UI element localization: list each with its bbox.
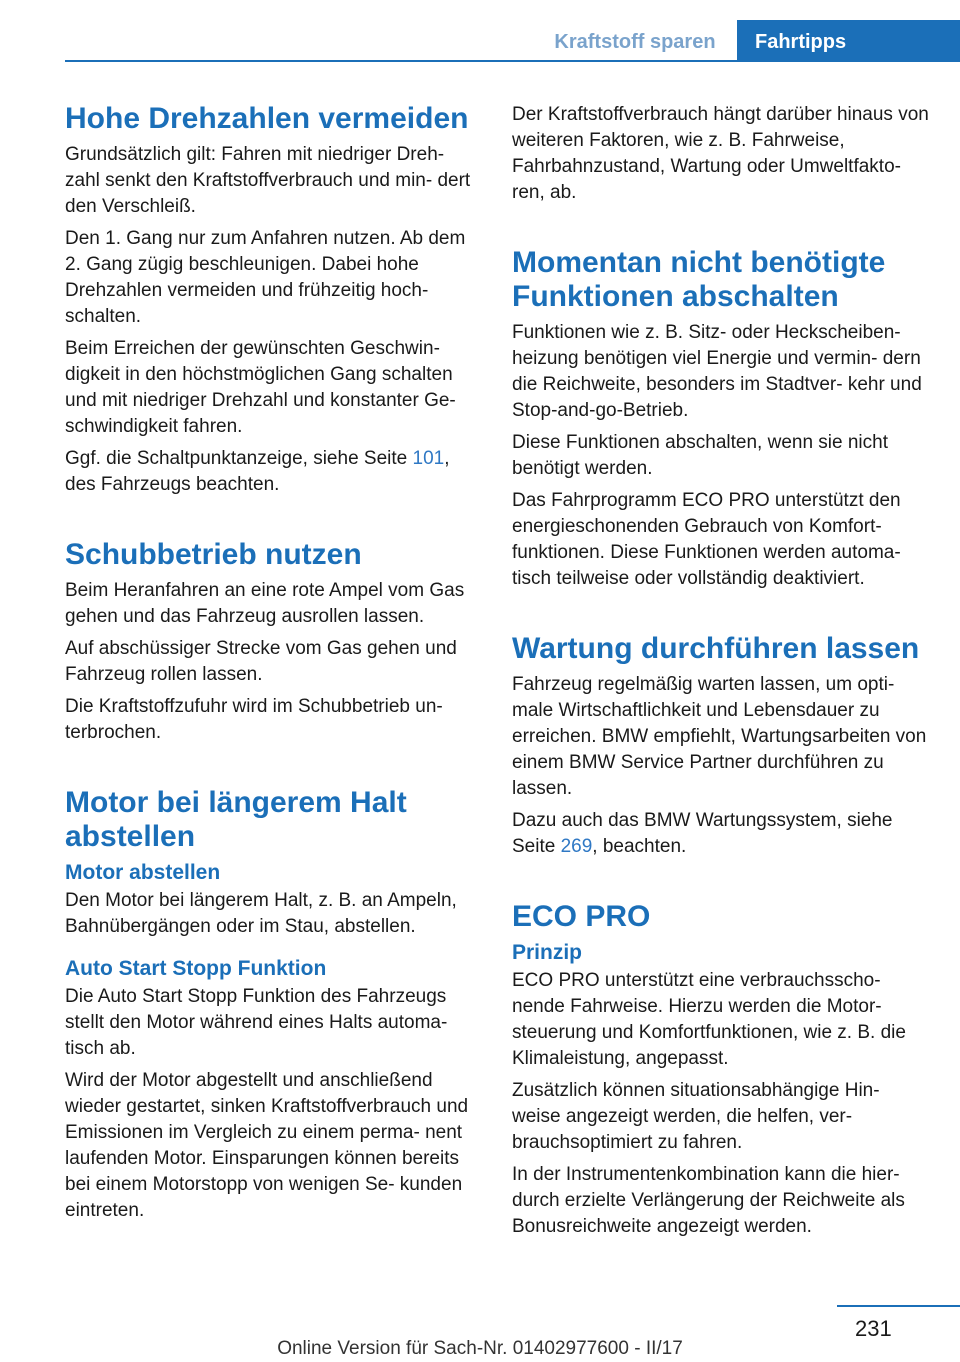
heading-wartung: Wartung durchführen lassen [512,632,920,665]
heading-hohe-drehzahlen: Hohe Drehzahlen vermeiden [65,102,469,135]
heading-eco-pro: ECO PRO [512,900,651,933]
paragraph: Beim Erreichen der gewünschten Geschwin- digkeit in den höchstmöglichen Gang schalten und mit niedriger Drehzahl und konstanter Ge- schwindigkeit fahren. [65,338,456,437]
paragraph: Beim Heranfahren an eine rote Ampel vom Gas gehen und das Fahrzeug ausrollen lassen. [65,580,465,627]
text: , beachten. [592,836,687,857]
text: Ggf. die Schaltpunktanzeige, siehe Seite [65,448,413,469]
paragraph: Die Kraftstoffzufuhr wird im Schubbetrieb un- terbrochen. [65,696,443,743]
paragraph: Wird der Motor abgestellt und anschließend wieder gestartet, sinken Kraftstoffverbrauch und Emissionen im Vergleich zu einem perma- nent laufenden Motor. Einsparungen können bereits bei einem Motorstopp von wenigen Se- kunden eintreten. [65,1070,469,1221]
tab-kraftstoff-sparen[interactable]: Kraftstoff sparen [554,31,716,53]
paragraph: Fahrzeug regelmäßig warten lassen, um opti- male Wirtschaftlichkeit und Lebensdauer zu erreichen. BMW empfiehlt, Wartungsarbeiten von einem BMW Service Partner durchführen zu lassen. [512,674,927,799]
paragraph: Zusätzlich können situationsabhängige Hin- weise angezeigt werden, die helfen, ver- brauchsoptimiert zu fahren. [512,1080,880,1153]
right-column [512,102,932,1246]
page-number: 231 [855,1316,892,1341]
paragraph-with-link [512,808,932,860]
paragraph: Den Motor bei längerem Halt, z. B. an Ampeln, Bahnübergängen oder im Stau, abstellen. [65,890,457,937]
paragraph: Diese Funktionen abschalten, wenn sie nicht benötigt werden. [512,432,889,479]
footer-divider [837,1305,960,1307]
paragraph-with-link [65,446,483,498]
paragraph: Der Kraftstoffverbrauch hängt darüber hinaus von weiteren Faktoren, wie z. B. Fahrweise, Fahrbahnzustand, Wartung oder Umweltfakto- ren, ab. [512,104,929,203]
tab-fahrtipps[interactable]: Fahrtipps [737,20,960,62]
left-column [65,102,483,1230]
paragraph: ECO PRO unterstützt eine verbrauchsscho- nende Fahrweise. Hierzu werden die Motor- steuerung und Komfortfunktionen, wie z. B. die Klimaleistung, angepasst. [512,970,906,1069]
subheading-prinzip: Prinzip [512,941,583,964]
paragraph: Die Auto Start Stopp Funktion des Fahrzeugs stellt den Motor während eines Halts automa- tisch ab. [65,986,448,1059]
header-divider [65,60,960,62]
text: , des Fahrzeugs beachten. [65,448,450,495]
paragraph: Grundsätzlich gilt: Fahren mit niedriger Dreh- zahl senkt den Kraftstoffverbrauch und min- dert den Verschleiß. [65,144,471,217]
paragraph: Funktionen wie z. B. Sitz- oder Heckscheiben- heizung benötigen viel Energie und vermin- dern die Reichweite, besonders im Stadtver- kehr und Stop-and-go-Betrieb. [512,322,922,421]
page-link-101[interactable]: 101 [412,448,445,469]
subheading-auto-start-stopp: Auto Start Stopp Funktion [65,957,327,980]
subheading-motor-abstellen: Motor abstellen [65,861,221,884]
heading-schubbetrieb: Schubbetrieb nutzen [65,538,362,571]
text: Dazu auch das BMW Wartungssystem, siehe Seite [512,810,893,857]
paragraph: Den 1. Gang nur zum Anfahren nutzen. Ab dem 2. Gang zügig beschleunigen. Dabei hohe Drehzahlen vermeiden und frühzeitig hoch- schalten. [65,228,466,327]
paragraph: Auf abschüssiger Strecke vom Gas gehen und Fahrzeug rollen lassen. [65,638,457,685]
heading-funktionen-abschalten: Momentan nicht benötigte Funktionen abschalten [512,246,886,313]
page-link-269[interactable]: 269 [560,836,593,857]
paragraph: Das Fahrprogramm ECO PRO unterstützt den energieschonenden Gebrauch von Komfort- funktionen. Diese Funktionen werden automa- tisch teilweise oder vollständig deaktiviert. [512,490,901,589]
header-bar [65,20,960,62]
paragraph: In der Instrumentenkombination kann die hier- durch erzielte Verlängerung der Reichweite als Bonusreichweite angezeigt werden. [512,1164,905,1237]
heading-motor-abstellen-halt: Motor bei längerem Halt abstellen [65,786,407,853]
online-version-note: Online Version für Sach-Nr. 01402977600 - II/17 [277,1338,683,1359]
